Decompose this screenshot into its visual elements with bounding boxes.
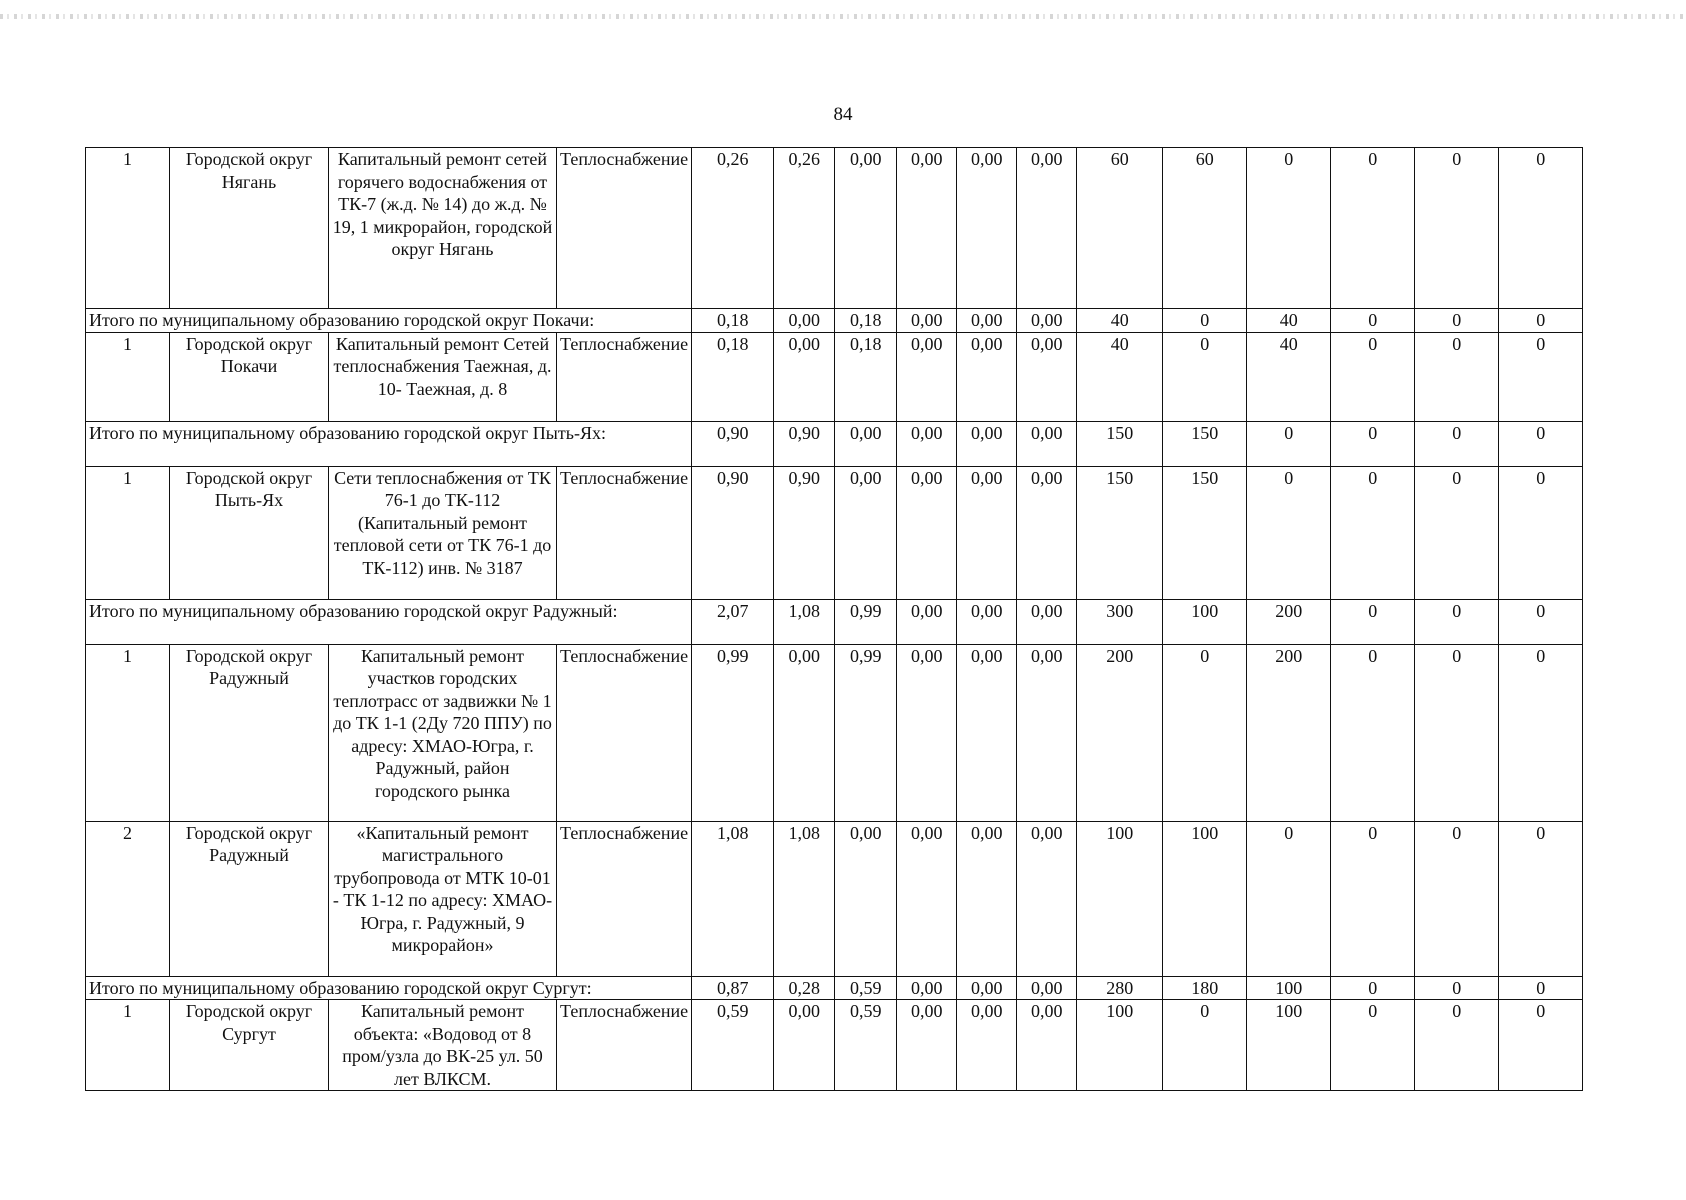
- value-cell: 0: [1331, 821, 1415, 976]
- value-cell: 0: [1415, 644, 1499, 821]
- value-cell: 0,00: [957, 821, 1017, 976]
- value-cell: 100: [1077, 1000, 1163, 1091]
- value-cell: 0,00: [1017, 421, 1077, 466]
- type-cell: Теплоснабжение: [557, 332, 692, 421]
- value-cell: 40: [1077, 309, 1163, 333]
- value-cell: 0,00: [957, 466, 1017, 599]
- row-number: 2: [86, 821, 170, 976]
- value-cell: 0,00: [1017, 1000, 1077, 1091]
- municipality-cell: Городской округ Радужный: [170, 821, 329, 976]
- row-number: 1: [86, 332, 170, 421]
- description-cell: Капитальный ремонт Сетей теплоснабжения Таежная, д. 10- Таежная, д. 8: [329, 332, 557, 421]
- value-cell: 0: [1415, 421, 1499, 466]
- value-cell: 0,00: [957, 332, 1017, 421]
- value-cell: 0: [1415, 1000, 1499, 1091]
- value-cell: 200: [1247, 599, 1331, 644]
- value-cell: 0: [1331, 599, 1415, 644]
- value-cell: 0,00: [835, 421, 897, 466]
- value-cell: 0,59: [692, 1000, 774, 1091]
- value-cell: 0: [1415, 599, 1499, 644]
- value-cell: 0,59: [835, 976, 897, 1000]
- value-cell: 180: [1163, 976, 1247, 1000]
- value-cell: 0,00: [1017, 976, 1077, 1000]
- row-number: 1: [86, 1000, 170, 1091]
- value-cell: 0,00: [897, 148, 957, 309]
- value-cell: 0,00: [957, 599, 1017, 644]
- value-cell: 0,00: [897, 821, 957, 976]
- value-cell: 0: [1331, 1000, 1415, 1091]
- value-cell: 0: [1499, 148, 1583, 309]
- value-cell: 0: [1331, 976, 1415, 1000]
- subtotal-label: Итого по муниципальному образованию городской округ Покачи:: [86, 309, 692, 333]
- value-cell: 0,00: [835, 148, 897, 309]
- value-cell: 0,18: [835, 309, 897, 333]
- value-cell: 0,26: [774, 148, 835, 309]
- value-cell: 0,00: [1017, 599, 1077, 644]
- value-cell: 300: [1077, 599, 1163, 644]
- value-cell: 0,00: [1017, 148, 1077, 309]
- value-cell: 0,00: [897, 599, 957, 644]
- value-cell: 0,99: [835, 644, 897, 821]
- value-cell: 0,00: [1017, 644, 1077, 821]
- value-cell: 0: [1331, 421, 1415, 466]
- value-cell: 0,00: [957, 148, 1017, 309]
- value-cell: 0: [1247, 466, 1331, 599]
- value-cell: 0,59: [835, 1000, 897, 1091]
- value-cell: 60: [1163, 148, 1247, 309]
- type-cell: Теплоснабжение: [557, 466, 692, 599]
- value-cell: 0,00: [835, 821, 897, 976]
- value-cell: 0: [1247, 421, 1331, 466]
- value-cell: 0,90: [692, 466, 774, 599]
- value-cell: 0,99: [835, 599, 897, 644]
- value-cell: 0: [1331, 309, 1415, 333]
- value-cell: 1,08: [774, 821, 835, 976]
- table-row: [86, 1000, 1583, 1091]
- subtotal-row: [86, 976, 1583, 1000]
- value-cell: 0: [1415, 821, 1499, 976]
- value-cell: 0,90: [692, 421, 774, 466]
- value-cell: 0,00: [1017, 332, 1077, 421]
- value-cell: 0: [1499, 821, 1583, 976]
- table-row: [86, 148, 1583, 309]
- value-cell: 0,00: [897, 332, 957, 421]
- subtotal-row: [86, 599, 1583, 644]
- value-cell: 0: [1247, 821, 1331, 976]
- value-cell: 0: [1163, 1000, 1247, 1091]
- value-cell: 2,07: [692, 599, 774, 644]
- value-cell: 1,08: [692, 821, 774, 976]
- value-cell: 0: [1163, 332, 1247, 421]
- value-cell: 150: [1077, 421, 1163, 466]
- value-cell: 0,00: [897, 1000, 957, 1091]
- value-cell: 0: [1163, 644, 1247, 821]
- table-row: [86, 466, 1583, 599]
- value-cell: 0,00: [957, 644, 1017, 821]
- value-cell: 200: [1247, 644, 1331, 821]
- value-cell: 0,00: [835, 466, 897, 599]
- value-cell: 0,18: [692, 332, 774, 421]
- value-cell: 0,18: [692, 309, 774, 333]
- table-row: [86, 644, 1583, 821]
- subtotal-label: Итого по муниципальному образованию городской округ Сургут:: [86, 976, 692, 1000]
- value-cell: 0,00: [1017, 466, 1077, 599]
- value-cell: 0,00: [774, 1000, 835, 1091]
- table-body: [86, 148, 1583, 1091]
- value-cell: 0: [1499, 644, 1583, 821]
- value-cell: 0: [1415, 148, 1499, 309]
- subtotal-row: [86, 421, 1583, 466]
- value-cell: 0,90: [774, 466, 835, 599]
- value-cell: 0,18: [835, 332, 897, 421]
- value-cell: 0,28: [774, 976, 835, 1000]
- value-cell: 0: [1499, 976, 1583, 1000]
- value-cell: 280: [1077, 976, 1163, 1000]
- scan-artifact-line: [0, 14, 1686, 19]
- value-cell: 0,26: [692, 148, 774, 309]
- type-cell: Теплоснабжение: [557, 1000, 692, 1091]
- value-cell: 100: [1163, 599, 1247, 644]
- value-cell: 0: [1415, 976, 1499, 1000]
- municipality-cell: Городской округ Покачи: [170, 332, 329, 421]
- value-cell: 150: [1163, 421, 1247, 466]
- value-cell: 0: [1499, 1000, 1583, 1091]
- type-cell: Теплоснабжение: [557, 148, 692, 309]
- value-cell: 0: [1499, 466, 1583, 599]
- value-cell: 0,00: [897, 421, 957, 466]
- municipality-cell: Городской округ Пыть-Ях: [170, 466, 329, 599]
- value-cell: 0,00: [957, 421, 1017, 466]
- value-cell: 0: [1247, 148, 1331, 309]
- value-cell: 0,00: [897, 644, 957, 821]
- value-cell: 0: [1415, 309, 1499, 333]
- value-cell: 0,00: [1017, 309, 1077, 333]
- value-cell: 1,08: [774, 599, 835, 644]
- value-cell: 100: [1247, 1000, 1331, 1091]
- municipality-cell: Городской округ Радужный: [170, 644, 329, 821]
- value-cell: 0: [1499, 309, 1583, 333]
- value-cell: 0: [1499, 421, 1583, 466]
- value-cell: 100: [1247, 976, 1331, 1000]
- description-cell: Капитальный ремонт сетей горячего водоснабжения от ТК-7 (ж.д. № 14) до ж.д. № 19, 1 микрорайон, городской округ Нягань: [329, 148, 557, 309]
- table-row: [86, 821, 1583, 976]
- value-cell: 100: [1077, 821, 1163, 976]
- value-cell: 0,00: [957, 1000, 1017, 1091]
- value-cell: 0: [1331, 148, 1415, 309]
- value-cell: 200: [1077, 644, 1163, 821]
- subtotal-label: Итого по муниципальному образованию городской округ Пыть-Ях:: [86, 421, 692, 466]
- value-cell: 0,00: [957, 976, 1017, 1000]
- value-cell: 40: [1247, 332, 1331, 421]
- value-cell: 40: [1077, 332, 1163, 421]
- municipality-cell: Городской округ Сургут: [170, 1000, 329, 1091]
- value-cell: 0: [1415, 332, 1499, 421]
- value-cell: 0,90: [774, 421, 835, 466]
- value-cell: 0: [1499, 599, 1583, 644]
- municipality-cell: Городской округ Нягань: [170, 148, 329, 309]
- value-cell: 0,00: [897, 466, 957, 599]
- value-cell: 0,00: [897, 309, 957, 333]
- page-number: 84: [833, 104, 853, 125]
- type-cell: Теплоснабжение: [557, 821, 692, 976]
- value-cell: 0,87: [692, 976, 774, 1000]
- description-cell: Сети теплоснабжения от ТК 76-1 до ТК-112 (Капитальный ремонт тепловой сети от ТК 76-1 до ТК-112) инв. № 3187: [329, 466, 557, 599]
- value-cell: 0,00: [774, 332, 835, 421]
- value-cell: 60: [1077, 148, 1163, 309]
- value-cell: 0: [1415, 466, 1499, 599]
- description-cell: Капитальный ремонт участков городских теплотрасс от задвижки № 1 до ТК 1-1 (2Ду 720 ППУ) по адресу: ХМАО-Югра, г. Радужный, район городского рынка: [329, 644, 557, 821]
- value-cell: 0,00: [957, 309, 1017, 333]
- value-cell: 0,00: [897, 976, 957, 1000]
- description-cell: «Капитальный ремонт магистрального трубопровода от МТК 10-01 - ТК 1-12 по адресу: ХМАО-Югра, г. Радужный, 9 микрорайон»: [329, 821, 557, 976]
- subtotal-row: [86, 309, 1583, 333]
- value-cell: 40: [1247, 309, 1331, 333]
- row-number: 1: [86, 148, 170, 309]
- value-cell: 0: [1331, 644, 1415, 821]
- table-row: [86, 332, 1583, 421]
- value-cell: 100: [1163, 821, 1247, 976]
- row-number: 1: [86, 644, 170, 821]
- subtotal-label: Итого по муниципальному образованию городской округ Радужный:: [86, 599, 692, 644]
- value-cell: 150: [1077, 466, 1163, 599]
- row-number: 1: [86, 466, 170, 599]
- value-cell: 0: [1331, 466, 1415, 599]
- value-cell: 0,00: [774, 309, 835, 333]
- value-cell: 0,00: [1017, 821, 1077, 976]
- type-cell: Теплоснабжение: [557, 644, 692, 821]
- description-cell: Капитальный ремонт объекта: «Водовод от 8 пром/узла до ВК-25 ул. 50 лет ВЛКСМ.: [329, 1000, 557, 1091]
- value-cell: 0,99: [692, 644, 774, 821]
- value-cell: 0: [1499, 332, 1583, 421]
- value-cell: 150: [1163, 466, 1247, 599]
- value-cell: 0: [1331, 332, 1415, 421]
- works-table: [85, 147, 1583, 1091]
- value-cell: 0,00: [774, 644, 835, 821]
- value-cell: 0: [1163, 309, 1247, 333]
